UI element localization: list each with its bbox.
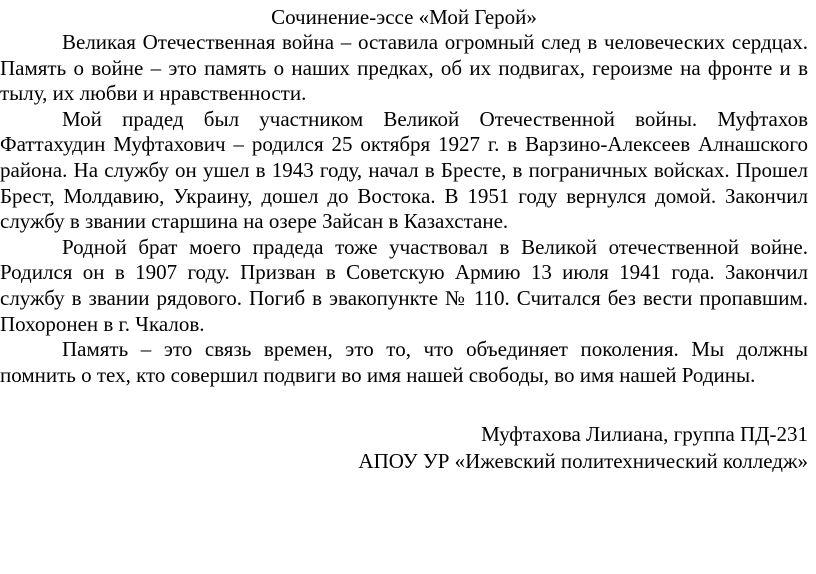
- signature-institution: АПОУ УР «Ижевский политехнический колледж»: [358, 449, 808, 474]
- signature-spacer: [0, 388, 808, 421]
- paragraph-intro: Великая Отечественная война – оставила огромный след в человеческих сердцах. Память о войне – это память о наших предках, об их подвигах, героизме на фронте и в тылу, их любви и нравственности.: [0, 30, 808, 106]
- paragraph-brother: Родной брат моего прадеда тоже участвовал в Великой отечественной войне. Родился он в 1907 году. Призван в Советскую Армию 13 июля 1941 года. Закончил службу в звании рядового. Погиб в эвакопункте № 110. Считался без вести пропавшим. Похоронен в г. Чкалов.: [0, 234, 808, 336]
- signature-author: Муфтахова Лилиана, группа ПД-231: [481, 422, 808, 447]
- essay-title: Сочинение-эссе «Мой Герой»: [271, 5, 537, 29]
- paragraph-memory: Память – это связь времен, это то, что объединяет поколения. Мы должны помнить о тех, кто совершил подвиги во имя нашей свободы, во имя нашей Родины.: [0, 337, 808, 387]
- paragraph-great-grandfather: Мой прадед был участником Великой Отечественной войны. Муфтахов Фаттахудин Муфтахович – родился 25 октября 1927 г. в Варзино-Алексеев Алнашского района. На службу он ушел в 1943 году, начал в Бресте, в пограничных войсках. Прошел Брест, Молдавию, Украину, дошел до Востока. В 1951 году вернулся домой. Закончил службу в звании старшина на озере Зайсан в Казахстане.: [0, 106, 808, 234]
